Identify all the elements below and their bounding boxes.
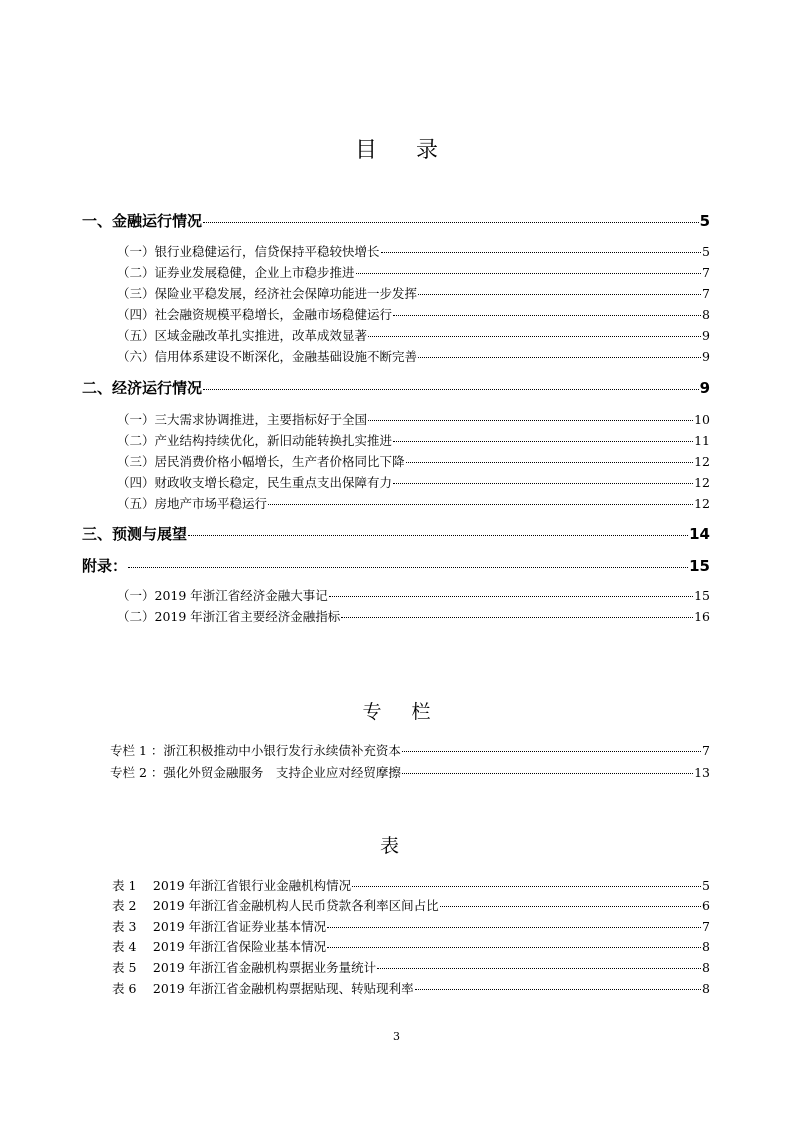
dot-leader xyxy=(418,349,701,362)
table-entry-label: 表 6 2019 年浙江省金融机构票据贴现、转贴现利率 xyxy=(112,981,414,996)
dot-leader xyxy=(341,609,693,622)
toc-page-number: 9 xyxy=(699,379,710,397)
table-page-number: 8 xyxy=(702,960,710,975)
toc-entry[interactable] xyxy=(117,586,710,604)
toc-page-number: 14 xyxy=(689,525,710,543)
toc-entry-label: （二）产业结构持续优化，新旧动能转换扎实推进 xyxy=(117,433,393,448)
table-entry[interactable] xyxy=(112,876,710,894)
dot-leader xyxy=(402,743,701,756)
dot-leader xyxy=(188,524,688,539)
dot-leader xyxy=(128,556,688,571)
toc-entry-label: （三）居民消费价格小幅增长，生产者价格同比下降 xyxy=(117,454,405,469)
toc-section-appendix[interactable] xyxy=(82,555,710,576)
table-entry-label: 表 1 2019 年浙江省银行业金融机构情况 xyxy=(112,878,352,893)
table-entry[interactable] xyxy=(112,917,710,935)
table-entry[interactable] xyxy=(112,937,710,955)
toc-entry-label: （五）房地产市场平稳运行 xyxy=(117,496,268,511)
table-entry-label: 表 5 2019 年浙江省金融机构票据业务量统计 xyxy=(112,960,377,975)
toc-title: 目 录 xyxy=(355,138,454,163)
toc-page-number: 12 xyxy=(694,475,710,490)
toc-entry[interactable] xyxy=(117,347,710,365)
page-number: 3 xyxy=(393,1030,400,1043)
toc-page-number: 5 xyxy=(699,212,710,230)
toc-entry-label: （二）2019 年浙江省主要经济金融指标 xyxy=(117,609,341,624)
toc-section-1[interactable] xyxy=(82,210,710,231)
dot-leader xyxy=(440,898,701,911)
toc-page-number: 7 xyxy=(702,286,710,301)
table-entry[interactable] xyxy=(112,958,710,976)
toc-entry-label: （五）区域金融改革扎实推进，改革成效显著 xyxy=(117,328,368,343)
toc-section-label: 二、经济运行情况 xyxy=(82,379,203,397)
toc-entry-label: （二）证券业发展稳健，企业上市稳步推进 xyxy=(117,265,355,280)
table-entry[interactable] xyxy=(112,979,710,997)
toc-section-label: 一、金融运行情况 xyxy=(82,212,203,230)
toc-section-label: 三、预测与展望 xyxy=(82,525,188,543)
toc-entry[interactable] xyxy=(117,452,710,470)
dot-leader xyxy=(402,765,693,778)
toc-page-number: 12 xyxy=(694,496,710,511)
dot-leader xyxy=(368,412,693,425)
dot-leader xyxy=(203,211,699,226)
toc-page-number: 10 xyxy=(694,412,710,427)
table-entry[interactable] xyxy=(112,896,710,914)
toc-section-2[interactable] xyxy=(82,377,710,398)
dot-leader xyxy=(415,981,701,994)
toc-page-number: 15 xyxy=(694,588,710,603)
toc-page-number: 7 xyxy=(702,265,710,280)
toc-entry-label: （一）三大需求协调推进，主要指标好于全国 xyxy=(117,412,368,427)
column-entry-label: 专栏 2 ：强化外贸金融服务 支持企业应对经贸摩擦 xyxy=(110,765,401,780)
toc-page-number: 11 xyxy=(694,433,710,448)
toc-entry-label: （四）财政收支增长稳定，民生重点支出保障有力 xyxy=(117,475,393,490)
dot-leader xyxy=(352,878,701,891)
table-page-number: 5 xyxy=(702,878,710,893)
dot-leader xyxy=(327,919,701,932)
table-page-number: 7 xyxy=(702,919,710,934)
toc-page-number: 15 xyxy=(689,557,710,575)
toc-page-number: 5 xyxy=(702,244,710,259)
toc-entry-label: （三）保险业平稳发展，经济社会保障功能进一步发挥 xyxy=(117,286,418,301)
toc-section-3[interactable] xyxy=(82,523,710,544)
dot-leader xyxy=(393,307,701,320)
dot-leader xyxy=(393,475,693,488)
table-page-number: 8 xyxy=(702,981,710,996)
table-entry-label: 表 4 2019 年浙江省保险业基本情况 xyxy=(112,939,327,954)
toc-entry-label: （四）社会融资规模平稳增长，金融市场稳健运行 xyxy=(117,307,393,322)
table-page-number: 8 xyxy=(702,939,710,954)
dot-leader xyxy=(418,286,701,299)
toc-entry[interactable] xyxy=(117,607,710,625)
dot-leader xyxy=(381,244,702,257)
dot-leader xyxy=(368,328,701,341)
table-entry-label: 表 3 2019 年浙江省证券业基本情况 xyxy=(112,919,327,934)
toc-page-number: 9 xyxy=(702,349,710,364)
toc-entry[interactable] xyxy=(117,431,710,449)
toc-entry[interactable] xyxy=(117,263,710,281)
dot-leader xyxy=(203,378,699,393)
tables-title: 表 xyxy=(379,835,413,857)
column-entry-label: 专栏 1 ：浙江积极推动中小银行发行永续债补充资本 xyxy=(110,743,401,758)
toc-entry[interactable] xyxy=(117,473,710,491)
dot-leader xyxy=(327,939,701,952)
toc-entry[interactable] xyxy=(117,242,710,260)
toc-entry-label: （六）信用体系建设不断深化，金融基础设施不断完善 xyxy=(117,349,418,364)
toc-entry[interactable] xyxy=(117,305,710,323)
columns-title: 专 栏 xyxy=(362,701,443,723)
toc-entry-label: （一）2019 年浙江省经济金融大事记 xyxy=(117,588,328,603)
toc-entry[interactable] xyxy=(117,326,710,344)
toc-page-number: 9 xyxy=(702,328,710,343)
dot-leader xyxy=(377,960,701,973)
dot-leader xyxy=(356,265,702,278)
dot-leader xyxy=(329,588,693,601)
toc-page-number: 16 xyxy=(694,609,710,624)
toc-entry[interactable] xyxy=(117,284,710,302)
dot-leader xyxy=(406,454,694,467)
toc-page-number: 12 xyxy=(694,454,710,469)
table-page-number: 6 xyxy=(702,898,710,913)
table-entry-label: 表 2 2019 年浙江省金融机构人民币贷款各利率区间占比 xyxy=(112,898,439,913)
dot-leader xyxy=(268,496,693,509)
toc-section-label: 附录： xyxy=(82,557,128,575)
column-entry[interactable] xyxy=(110,763,710,781)
column-page-number: 7 xyxy=(702,743,710,758)
toc-entry[interactable] xyxy=(117,410,710,428)
column-page-number: 13 xyxy=(694,765,710,780)
dot-leader xyxy=(393,433,693,446)
toc-page-number: 8 xyxy=(702,307,710,322)
toc-entry[interactable] xyxy=(117,494,710,512)
column-entry[interactable] xyxy=(110,741,710,759)
toc-entry-label: （一）银行业稳健运行，信贷保持平稳较快增长 xyxy=(117,244,380,259)
